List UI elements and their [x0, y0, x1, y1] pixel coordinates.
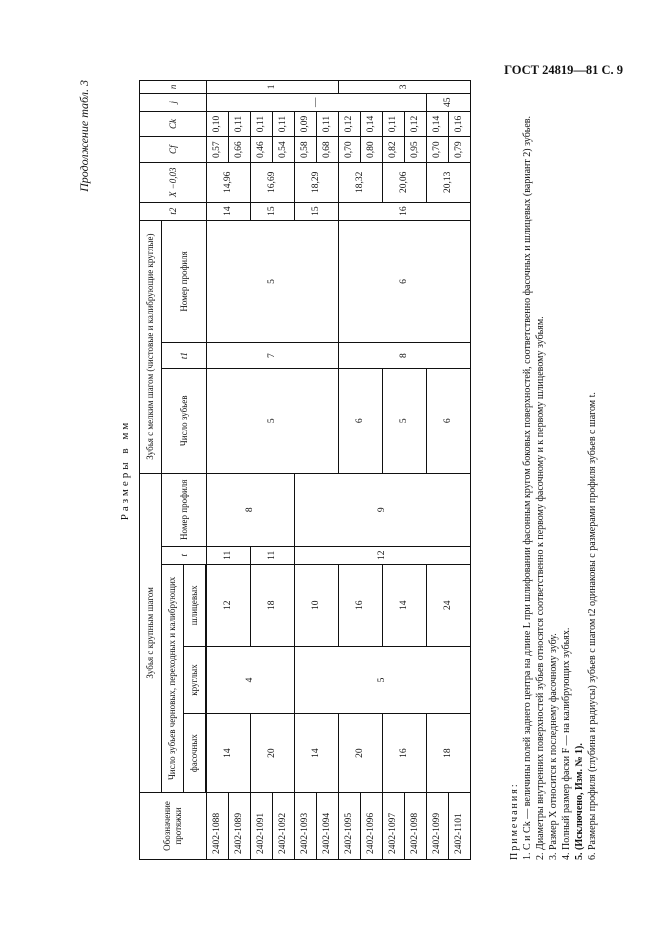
col-round: круглых: [184, 646, 207, 713]
t2-cell: 14: [206, 202, 250, 220]
page-header: ГОСТ 24819—81 С. 9: [504, 63, 623, 77]
x-cell: 14,96: [206, 162, 250, 202]
fine-profile-cell: 5: [206, 220, 338, 343]
col-x: X −0,03: [140, 162, 207, 202]
ck-cell: 0,09: [294, 111, 316, 137]
note-5: 5. (Исключено, Изм. № 1).: [574, 743, 585, 860]
spline-cell: 10: [294, 564, 338, 646]
designation-cell: 2402-1093: [294, 793, 316, 860]
designation-cell: 2402-1089: [228, 793, 250, 860]
col-fine-count: Число зубьев: [162, 368, 207, 473]
t1-cell: 7: [206, 343, 338, 369]
shaped-cell: 14: [206, 714, 250, 793]
cf-cell: 0,80: [360, 137, 382, 163]
cf-cell: 0,79: [448, 137, 470, 163]
ck-cell: 0,14: [426, 111, 448, 137]
j-cell: —: [206, 93, 426, 111]
designation-cell: 2402-1091: [250, 793, 272, 860]
round-cell: 4: [206, 646, 294, 713]
shaped-cell: 20: [250, 714, 294, 793]
designation-cell: 2402-1095: [338, 793, 360, 860]
t-cell: 12: [294, 546, 470, 564]
ck-cell: 0,12: [404, 111, 426, 137]
col-profile-no: Номер профиля: [162, 473, 207, 546]
cf-cell: 0,70: [426, 137, 448, 163]
j-cell: 45: [426, 93, 470, 111]
designation-cell: 2402-1098: [404, 793, 426, 860]
col-t: t: [162, 546, 207, 564]
col-designation: Обозначение протяжки: [140, 793, 207, 860]
fine-count-cell: 5: [206, 368, 338, 473]
col-t2: t2: [140, 202, 207, 220]
table-row: [426, 81, 448, 860]
ck-cell: 0,11: [250, 111, 272, 137]
designation-cell: 2402-1088: [206, 793, 228, 860]
ck-cell: 0,16: [448, 111, 470, 137]
fine-profile-cell: 6: [338, 220, 470, 343]
fine-count-cell: 6: [426, 368, 470, 473]
cf-cell: 0,58: [294, 137, 316, 163]
t2-cell: 16: [338, 202, 470, 220]
cf-cell: 0,68: [316, 137, 338, 163]
shaped-cell: 18: [426, 714, 470, 793]
profile-cell: 9: [294, 473, 470, 546]
col-coarse-group: Зубья с крупным шагом: [140, 473, 162, 792]
col-n: n: [140, 81, 207, 94]
shaped-cell: 14: [294, 714, 338, 793]
cf-cell: 0,66: [228, 137, 250, 163]
profile-cell: 8: [206, 473, 294, 546]
table-caption: Размеры в мм: [119, 419, 131, 521]
t-cell: 11: [206, 546, 250, 564]
spline-cell: 18: [250, 564, 294, 646]
x-cell: 18,29: [294, 162, 338, 202]
ck-cell: 0,12: [338, 111, 360, 137]
col-t1: t1: [162, 343, 207, 369]
designation-cell: 2402-1096: [360, 793, 382, 860]
cf-cell: 0,82: [382, 137, 404, 163]
n-cell: 3: [338, 81, 470, 94]
cf-cell: 0,70: [338, 137, 360, 163]
note-1: 1. C и Ck — величины полей заднего центра на длине L при шлифовании фасонным кругом боковых поверхностей, соответственно фасочных и шлицевых (вариант 2) зубьев.: [522, 115, 533, 860]
note-2: 2. Диаметры внутренних поверхностей зубьев относятся соответственно к первому фасочному и к первому шлицевому зубьям.: [535, 316, 546, 860]
t-cell: 11: [250, 546, 294, 564]
note-4: 4. Полный размер фаски F — на калибрующих зубьях.: [561, 627, 572, 860]
col-spline: шлицевых: [184, 564, 207, 646]
t2-cell: 15: [294, 202, 338, 220]
table-row: [382, 81, 404, 860]
rotated-page-content: [73, 80, 598, 860]
col-cf: Cf: [140, 137, 207, 163]
spline-cell: 24: [426, 564, 470, 646]
ck-cell: 0,11: [272, 111, 294, 137]
spline-cell: 12: [206, 564, 250, 646]
ck-cell: 0,14: [360, 111, 382, 137]
notes-block: [508, 80, 599, 860]
col-shaped: фасочных: [184, 714, 207, 793]
cf-cell: 0,54: [272, 137, 294, 163]
continuation-note: Продолжение табл. 3: [77, 80, 91, 192]
cf-cell: 0,95: [404, 137, 426, 163]
t1-cell: 8: [338, 343, 470, 369]
designation-cell: 2402-1097: [382, 793, 404, 860]
note-3: 3. Размер X относится к последнему фасочному зубу.: [548, 633, 559, 860]
x-cell: 20,06: [382, 162, 426, 202]
teeth-table: [139, 80, 471, 860]
notes-heading: Примечания:: [509, 782, 520, 860]
round-cell: 5: [294, 646, 470, 713]
spline-cell: 16: [338, 564, 382, 646]
n-cell: 1: [206, 81, 338, 94]
spline-cell: 14: [382, 564, 426, 646]
ck-cell: 0,11: [316, 111, 338, 137]
x-cell: 16,69: [250, 162, 294, 202]
cf-cell: 0,46: [250, 137, 272, 163]
col-fine-group: Зубья с мелким шагом (чистовые и калибрующие круглые): [140, 220, 162, 473]
designation-cell: 2402-1094: [316, 793, 338, 860]
designation-cell: 2402-1101: [448, 793, 470, 860]
shaped-cell: 20: [338, 714, 382, 793]
x-cell: 18,32: [338, 162, 382, 202]
ck-cell: 0,10: [206, 111, 228, 137]
fine-count-cell: 6: [338, 368, 382, 473]
table-row: [206, 81, 228, 860]
t2-cell: 15: [250, 202, 294, 220]
col-ck: Ck: [140, 111, 207, 137]
cf-cell: 0,57: [206, 137, 228, 163]
ck-cell: 0,11: [228, 111, 250, 137]
designation-cell: 2402-1092: [272, 793, 294, 860]
designation-cell: 2402-1099: [426, 793, 448, 860]
x-cell: 20,13: [426, 162, 470, 202]
fine-count-cell: 5: [382, 368, 426, 473]
ck-cell: 0,11: [382, 111, 404, 137]
col-j: j: [140, 93, 207, 111]
shaped-cell: 16: [382, 714, 426, 793]
col-fine-profile-no: Номер профиля: [162, 220, 207, 343]
note-6: 6. Размеры профиля (глубина и радиусы) зубьев с шагом t2 одинаковы с размерами профиля зубьев с шагом t.: [587, 392, 598, 860]
col-coarse-count-group: Число зубьев черновых, переходных и калибрующих: [162, 564, 184, 792]
table-row: [338, 81, 360, 860]
